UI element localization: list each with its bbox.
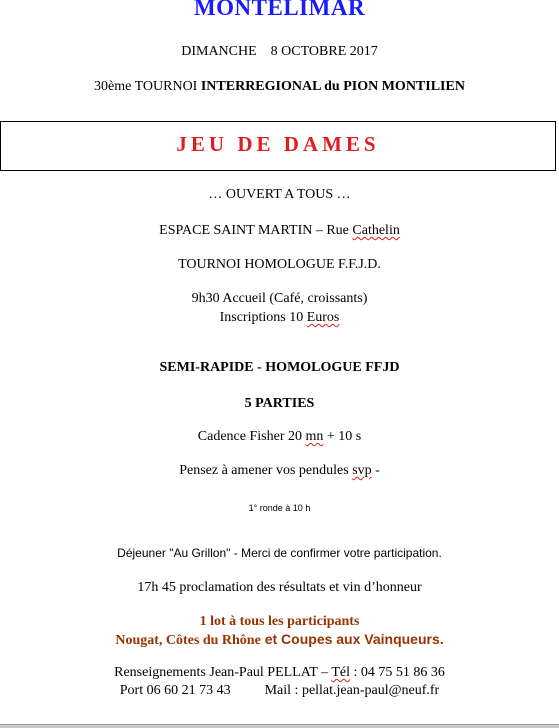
event-date <box>0 44 559 60</box>
clocks-reminder <box>0 463 559 479</box>
event-date-value: 8 OCTOBRE 2017 <box>270 44 378 59</box>
clocks-dash: - <box>371 463 380 478</box>
open-to-all-text: … OUVERT A TOUS … <box>208 187 351 202</box>
prize-nougat: Nougat, <box>115 633 166 648</box>
format-heading: SEMI-RAPIDE - HOMOLOGUE FFJD <box>159 360 400 375</box>
tournament-edition: 30ème TOURNOI <box>94 79 201 94</box>
phone-label: Tél <box>331 665 350 680</box>
contact-mobile-mail <box>0 683 559 699</box>
games-count: 5 PARTIES <box>244 396 315 411</box>
contact-info <box>0 665 559 681</box>
registration-label: Inscriptions 10 <box>219 310 307 325</box>
venue-name: ESPACE SAINT MARTIN – Rue <box>159 223 353 238</box>
homologation-text: TOURNOI HOMOLOGUE F.F.J.D. <box>178 257 381 272</box>
prize-cups: Coupes aux Vainqueurs. <box>281 631 444 647</box>
event-day: DIMANCHE <box>181 44 257 59</box>
tournament-title: INTERREGIONAL du PION MONTILIEN <box>200 79 465 94</box>
lunch-info: Déjeuner "Au Grillon" - Merci de confirmer votre participation. <box>117 546 442 560</box>
prize-list <box>0 631 559 649</box>
prize-and: et <box>260 631 282 647</box>
phone-number: : 04 75 51 86 36 <box>350 665 445 680</box>
tournament-name <box>0 79 559 95</box>
contact-name: Renseignements Jean-Paul PELLAT – <box>114 665 332 680</box>
page-title: MONTELIMAR <box>193 0 366 20</box>
page-bottom-edge <box>0 724 559 728</box>
registration-currency: Euros <box>306 310 340 325</box>
prize-participants: 1 lot à tous les participants <box>199 614 360 629</box>
email-address: Mail : pellat.jean-paul@neuf.fr <box>264 683 440 698</box>
game-banner <box>0 121 556 171</box>
time-control <box>0 429 559 445</box>
clocks-text: Pensez à amener vos pendules <box>179 463 353 478</box>
cadence-increment: + 10 s <box>323 429 362 444</box>
first-round-time: 1° ronde à 10 h <box>248 503 311 513</box>
prize-wine: Côtes du Rhône <box>165 633 261 648</box>
cadence-label: Cadence Fisher 20 <box>197 429 306 444</box>
registration-fee <box>0 310 559 326</box>
results-time: 17h 45 proclamation des résultats et vin d’honneur <box>137 580 422 595</box>
mobile-number: Port 06 60 21 73 43 <box>119 683 231 698</box>
welcome-time: 9h30 Accueil (Café, croissants) <box>191 291 368 306</box>
clocks-svp: svp <box>352 463 372 478</box>
venue-address <box>0 223 559 239</box>
venue-street: Cathelin <box>352 223 400 238</box>
cadence-unit: mn <box>305 429 324 444</box>
banner-text: JEU DE DAMES <box>176 132 380 156</box>
